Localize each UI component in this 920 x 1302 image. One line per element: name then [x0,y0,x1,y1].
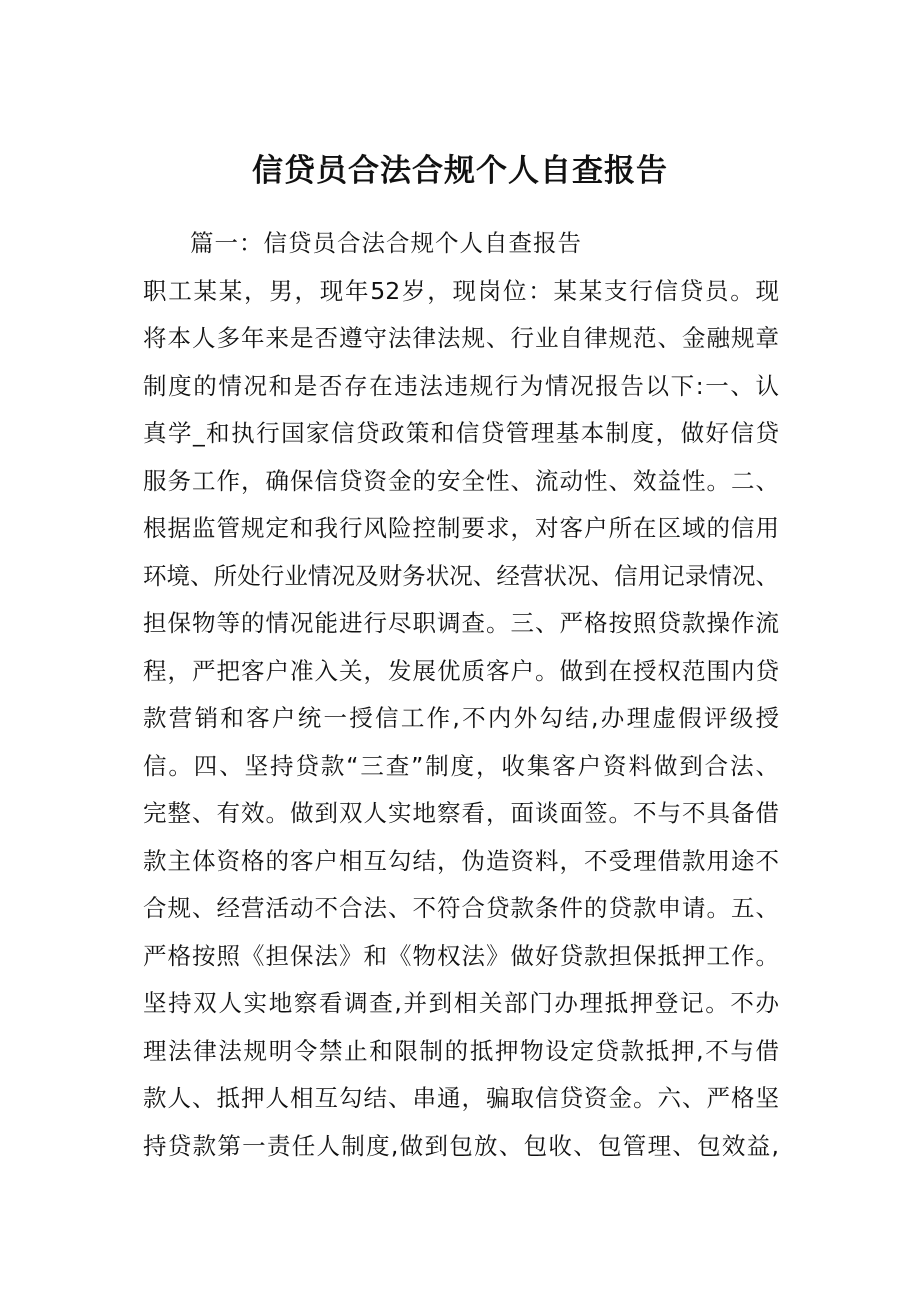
paragraph-line: 真学_和执行国家信贷政策和信贷管理基本制度，做好信贷 [143,419,779,447]
paragraph-line: 完整、有效。做到双人实地察看，面谈面签。不与不具备借 [143,799,779,827]
paragraph-line: 款主体资格的客户相互勾结，伪造资料，不受理借款用途不 [143,846,779,875]
paragraph-line: 根据监管规定和我行风险控制要求，对客户所在区域的信用 [143,514,779,542]
paragraph-line: 款营销和客户统一授信工作,不内外勾结,办理虚假评级授 [143,704,779,732]
paragraph-line: 合规、经营活动不合法、不符合贷款条件的贷款申请。五、 [143,894,779,922]
paragraph-line: 环境、所处行业情况及财务状况、经营状况、信用记录情况、 [143,561,779,590]
paragraph-line: 理法律法规明令禁止和限制的抵押物设定贷款抵押,不与借 [143,1036,779,1065]
paragraph-line: 持贷款第一责任人制度,做到包放、包收、包管理、包效益, [143,1131,779,1160]
paragraph-line: 坚持双人实地察看调查,并到相关部门办理抵押登记。不办 [143,989,779,1017]
paragraph-line: 服务工作，确保信贷资金的安全性、流动性、效益性。二、 [143,466,779,495]
paragraph-line: 信。四、坚持贷款“三查”制度，收集客户资料做到合法、 [143,751,779,780]
paragraph-line: 严格按照《担保法》和《物权法》做好贷款担保抵押工作。 [143,941,779,970]
paragraph-line: 制度的情况和是否存在违法违规行为情况报告以下:一、认 [143,371,779,400]
section-heading: 篇一：信贷员合法合规个人自查报告 [190,229,582,257]
paragraph-line: 将本人多年来是否遵守法律法规、行业自律规范、金融规章 [143,324,779,352]
paragraph-line: 款人、抵押人相互勾结、串通，骗取信贷资金。六、严格坚 [143,1084,779,1112]
paragraph-line: 程，严把客户准入关，发展优质客户。做到在授权范围内贷 [143,656,779,685]
paragraph-line: 职工某某，男，现年52岁，现岗位：某某支行信贷员。现 [143,276,779,305]
paragraph-line: 担保物等的情况能进行尽职调查。三、严格按照贷款操作流 [143,609,779,637]
document-body [143,220,779,1170]
document-title: 信贷员合法合规个人自查报告 [252,153,668,189]
